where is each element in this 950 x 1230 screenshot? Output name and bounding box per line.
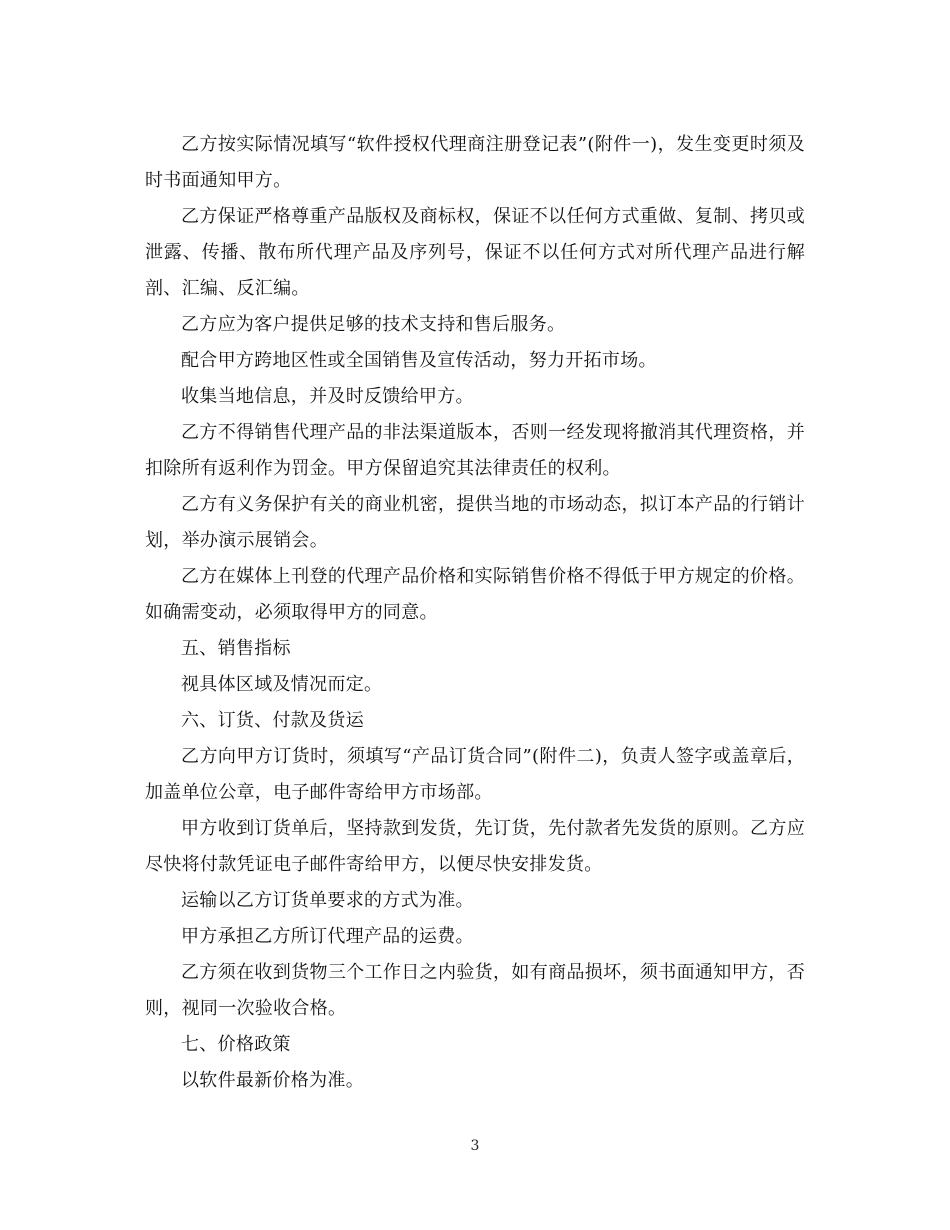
paragraph-sales-target: 视具体区域及情况而定。	[181, 674, 383, 695]
section-heading-sales-target: 五、销售指标	[181, 638, 291, 659]
paragraph-local-info: 收集当地信息，并及时反馈给甲方。	[181, 386, 474, 407]
document-body	[145, 127, 805, 1099]
paragraph-copyright-protection: 乙方保证严格尊重产品版权及商标权，保证不以任何方式重做、复制、拷贝或泄露、传播、散布所代理产品及序列号，保证不以任何方式对所代理产品进行解剖、汇编、反汇编。	[145, 206, 805, 299]
paragraph-business-secrets: 乙方有义务保护有关的商业机密，提供当地的市场动态，拟订本产品的行销计划，举办演示展销会。	[145, 494, 805, 551]
paragraph-price-policy: 以软件最新价格为准。	[181, 1070, 364, 1091]
paragraph-registration-form: 乙方按实际情况填写“软件授权代理商注册登记表”(附件一)，发生变更时须及时书面通知甲方。	[145, 134, 805, 191]
paragraph-illegal-channel: 乙方不得销售代理产品的非法渠道版本，否则一经发现将撤消其代理资格，并扣除所有返利作为罚金。甲方保留追究其法律责任的权利。	[145, 422, 805, 479]
paragraph-technical-support: 乙方应为客户提供足够的技术支持和售后服务。	[181, 314, 566, 335]
paragraph-inspection: 乙方须在收到货物三个工作日之内验货，如有商品损坏，须书面通知甲方，否则，视同一次验收合格。	[145, 962, 805, 1019]
section-heading-price-policy: 七、价格政策	[181, 1034, 291, 1055]
paragraph-media-pricing: 乙方在媒体上刊登的代理产品价格和实际销售价格不得低于甲方规定的价格。如确需变动，必须取得甲方的同意。	[145, 566, 805, 623]
paragraph-shipping-cost: 甲方承担乙方所订代理产品的运费。	[181, 926, 474, 947]
paragraph-payment-policy: 甲方收到订货单后，坚持款到发货，先订货，先付款者先发货的原则。乙方应尽快将付款凭证电子邮件寄给甲方，以便尽快安排发货。	[145, 818, 805, 875]
paragraph-sales-promotion: 配合甲方跨地区性或全国销售及宣传活动，努力开拓市场。	[181, 350, 657, 371]
page-number: 3	[470, 1138, 480, 1154]
paragraph-transport-method: 运输以乙方订货单要求的方式为准。	[181, 890, 474, 911]
section-heading-ordering: 六、订货、付款及货运	[181, 710, 364, 731]
paragraph-order-contract: 乙方向甲方订货时，须填写“产品订货合同”(附件二)，负责人签字或盖章后，加盖单位公章，电子邮件寄给甲方市场部。	[145, 746, 805, 803]
